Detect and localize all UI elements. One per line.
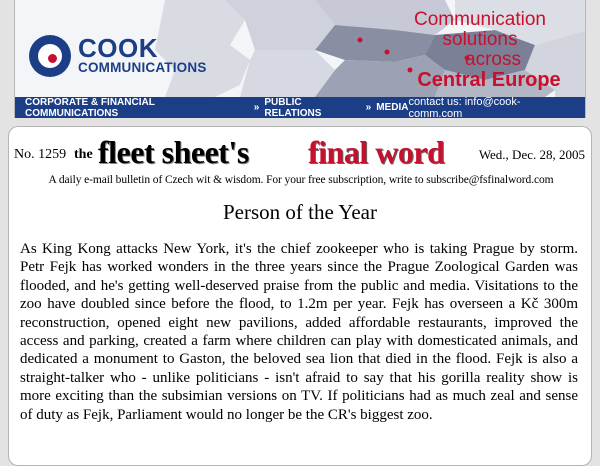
cook-communications-logo [29, 34, 207, 78]
contact-link[interactable]: contact us: info@cook-comm.com [408, 95, 521, 118]
logo-line2: COMMUNICATIONS [78, 60, 207, 75]
article-body: As King Kong attacks New York, it's the chief zookeeper who is taking Prague by storm. Petr Fejk has worked wonders in the three years since the Prague Zoological Garden was flooded, and he's getting well-deserved praise from the public and media. Visitations to the zoo have doubled since before the flood, to 1.2m per year. Fejk has overseen a Kč 300m reconstruction, opened eight new pavilions, added affordable restaurants, improved the access and parking, created a farm where children can play with domesticated animals, and dedicated a monument to Gaston, the beloved sea lion that died in the flood. Fejk is also a straight-talker who - unlike politicians - isn't afraid to say that his gorilla reality show is more exciting than the subsimian versions on TV. If politicians had as much zeal and sense of duty as Fejk, Parliament would no longer be the CR's biggest zoo. [20, 241, 578, 423]
article-headline: Person of the Year [223, 200, 377, 224]
nav-separator: » [253, 102, 260, 113]
cook-logo-mark-icon [29, 35, 71, 77]
ad-banner[interactable] [14, 0, 586, 118]
banner-nav-bar [15, 97, 586, 118]
masthead-subline: A daily e-mail bulletin of Czech wit & wisdom. For your free subscription, write to subscribe@fsfinalword.com [48, 174, 554, 186]
tagline-line4: Central Europe [417, 69, 561, 91]
nav-separator: » [365, 102, 372, 113]
masthead-the: the [74, 147, 93, 162]
masthead-title-fleet-sheets: fleet sheet's [98, 134, 249, 170]
tagline-line3: across [465, 49, 521, 70]
nav-public-relations[interactable]: PUBLIC RELATIONS [264, 96, 322, 118]
issue-number: No. 1259 [14, 147, 67, 162]
banner-tagline [385, 10, 575, 90]
logo-line1: COOK [78, 33, 158, 63]
issue-date: Wed., Dec. 28, 2005 [478, 147, 585, 162]
nav-media[interactable]: MEDIA [376, 102, 409, 113]
tagline-line1: Communication [414, 9, 546, 30]
masthead [14, 134, 588, 170]
masthead-title-final-word: final word [308, 134, 445, 170]
tagline-line2: solutions [442, 29, 518, 50]
nav-corporate-financial[interactable]: CORPORATE & FINANCIAL COMMUNICATIONS [25, 96, 155, 118]
